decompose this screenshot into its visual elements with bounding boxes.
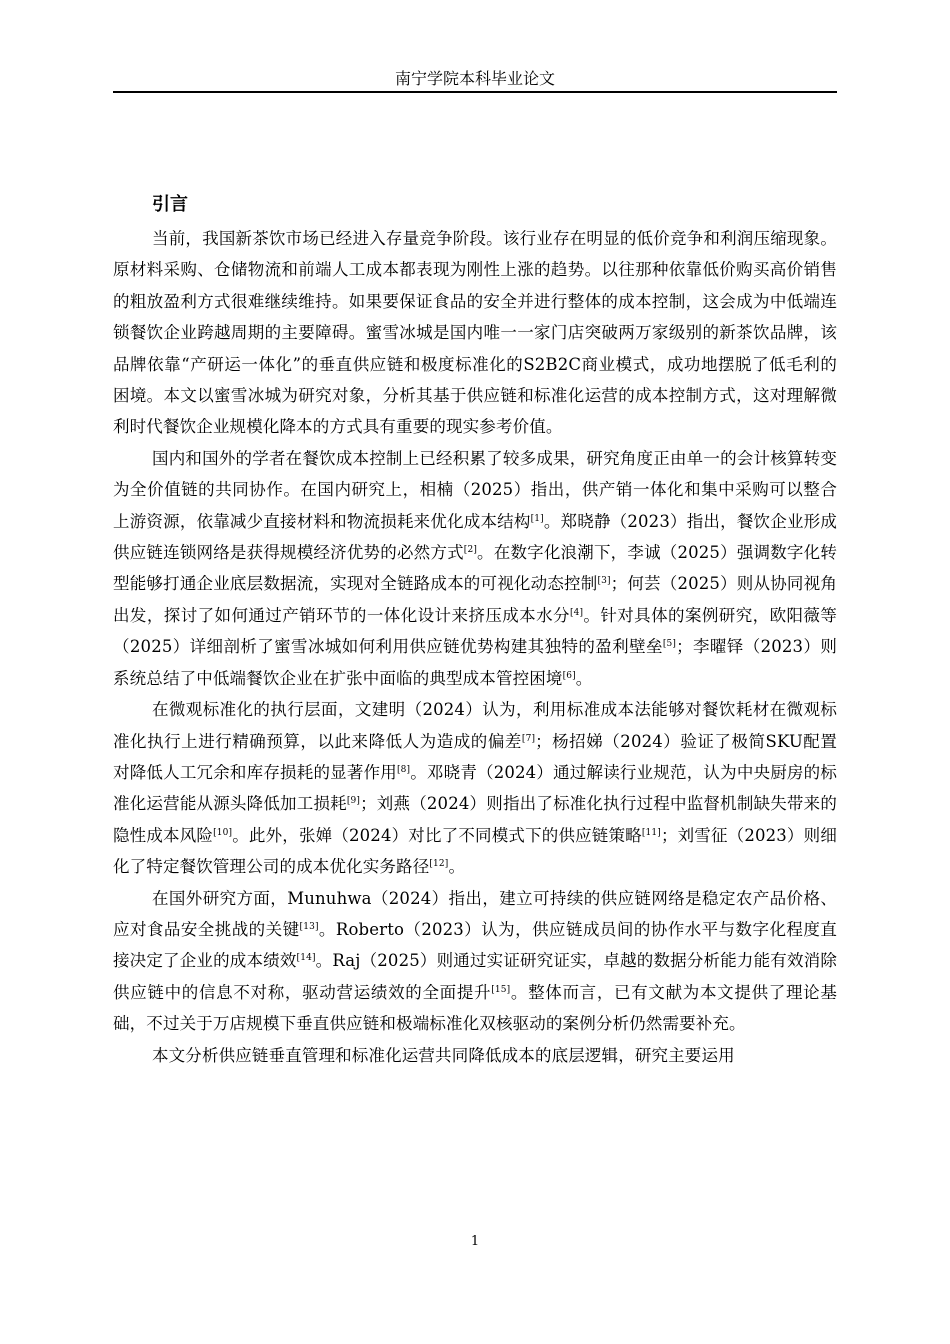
body-paragraph — [113, 443, 837, 694]
citation-marker: [14] — [296, 953, 316, 964]
running-header: 南宁学院本科毕业论文 — [394, 69, 555, 88]
paragraph-text: 当前，我国新茶饮市场已经进入存量竞争阶段。该行业存在明显的低价竞争和利润压缩现象。原材料采购、仓储物流和前端人工成本都表现为刚性上涨的趋势。以往那种依靠低价购买高价销售的粗放盈利方式很难继续维持。如果要保证食品的安全并进行整体的成本控制，这会成为中低端连锁餐饮企业跨越周期的主要障碍。蜜雪冰城是国内唯一一家门店突破两万家级别的新茶饮品牌，该品牌依靠“产研运一体化”的垂直供应链和极度标准化的S2B2C商业模式，成功地摆脱了低毛利的困境。本文以蜜雪冰城为研究对象，分析其基于供应链和标准化运营的成本控制方式，这对理解微利时代餐饮企业规模化降本的方式具有重要的现实参考价值。 — [113, 229, 837, 437]
body-paragraph — [113, 694, 837, 882]
paragraph-text: 。Roberto（2023）认为，供应链成员间的协作水平与数字化程度直接决定了企业的成本绩效 — [113, 919, 837, 971]
paragraph-text: 在国外研究方面，Munuhwa（2024）指出，建立可持续的供应链网络是稳定农产品价格、应对食品安全挑战的关键 — [113, 888, 837, 939]
paragraph-text: 国内和国外的学者在餐饮成本控制上已经积累了较多成果，研究角度正由单一的会计核算转变为全价值链的共同协作。在国内研究上，相楠（2025）指出，供产销一体化和集中采购可以整合上游资源，依靠减少直接材料和物流损耗来优化成本结构 — [113, 448, 837, 531]
citation-marker: [5] — [662, 639, 677, 650]
paragraph-text: 。 — [575, 668, 593, 688]
paragraph-text: ；何芸（2025）则从协同视角出发，探讨了如何通过产销环节的一体化设计来挤压成本水分 — [113, 574, 837, 625]
citation-marker: [1] — [530, 513, 544, 524]
body-paragraph — [113, 223, 837, 443]
citation-marker: [10] — [213, 827, 233, 838]
paragraph-text: ；李曜铎（2023）则系统总结了中低端餐饮企业在扩张中面临的典型成本管控困境 — [113, 637, 837, 688]
paragraph-text: 。 — [448, 857, 466, 877]
paragraph-text: 。在数字化浪潮下，李诚（2025）强调数字化转型能够打通企业底层数据流，实现对全链路成本的可视化动态控制 — [113, 543, 837, 594]
paragraph-text: ；刘燕（2024）则指出了标准化执行过程中监督机制缺失带来的隐性成本风险 — [113, 794, 837, 845]
paragraph-text: 。此外，张婵（2024）对比了不同模式下的供应链策略 — [232, 825, 642, 845]
page-number: 1 — [470, 1234, 480, 1249]
paragraph-text: ；刘雪征（2023）则细化了特定餐饮管理公司的成本优化实务路径 — [113, 825, 837, 877]
paragraph-text: 本文分析供应链垂直管理和标准化运营共同降低成本的底层逻辑，研究主要运用 — [152, 1045, 735, 1065]
citation-marker: [8] — [396, 764, 411, 775]
citation-marker: [15] — [491, 984, 511, 995]
citation-marker: [7] — [521, 733, 536, 744]
paragraph-text: ；杨招娣（2024）验证了极简SKU配置对降低人工冗余和库存损耗的显著作用 — [113, 731, 837, 782]
section-heading: 引言 — [152, 194, 188, 215]
citation-marker: [11] — [641, 827, 661, 838]
body-paragraph — [113, 1040, 837, 1071]
body-text — [113, 223, 837, 1071]
paragraph-text: 在微观标准化的执行层面，文建明（2024）认为，利用标准成本法能够对餐饮耗材在微观标准化执行上进行精确预算，以此来降低人为造成的偏差 — [113, 700, 837, 751]
paragraph-text: 。邓晓青（2024）通过解读行业规范，认为中央厨房的标准化运营能从源头降低加工损耗 — [113, 762, 837, 814]
citation-marker: [2] — [463, 545, 477, 556]
body-paragraph — [113, 883, 837, 1040]
paragraph-text: 。郑晓静（2023）指出，餐饮企业形成供应链连锁网络是获得规模经济优势的必然方式 — [113, 511, 837, 563]
paragraph-text: 。针对具体的案例研究，欧阳薇等（2025）详细剖析了蜜雪冰城如何利用供应链优势构建其独特的盈利壁垒 — [113, 605, 837, 657]
citation-marker: [6] — [562, 670, 576, 681]
header-rule — [113, 91, 837, 93]
citation-marker: [9] — [346, 796, 361, 807]
citation-marker: [3] — [597, 576, 611, 587]
paragraph-text: 。Raj（2025）则通过实证研究证实，卓越的数据分析能力能有效消除供应链中的信息不对称，驱动营运绩效的全面提升 — [113, 951, 837, 1002]
citation-marker: [12] — [429, 859, 449, 870]
paragraph-text: 。整体而言，已有文献为本文提供了理论基础，不过关于万店规模下垂直供应链和极端标准化双核驱动的案例分析仍然需要补充。 — [113, 982, 837, 1034]
citation-marker: [13] — [299, 921, 319, 932]
citation-marker: [4] — [569, 607, 584, 618]
